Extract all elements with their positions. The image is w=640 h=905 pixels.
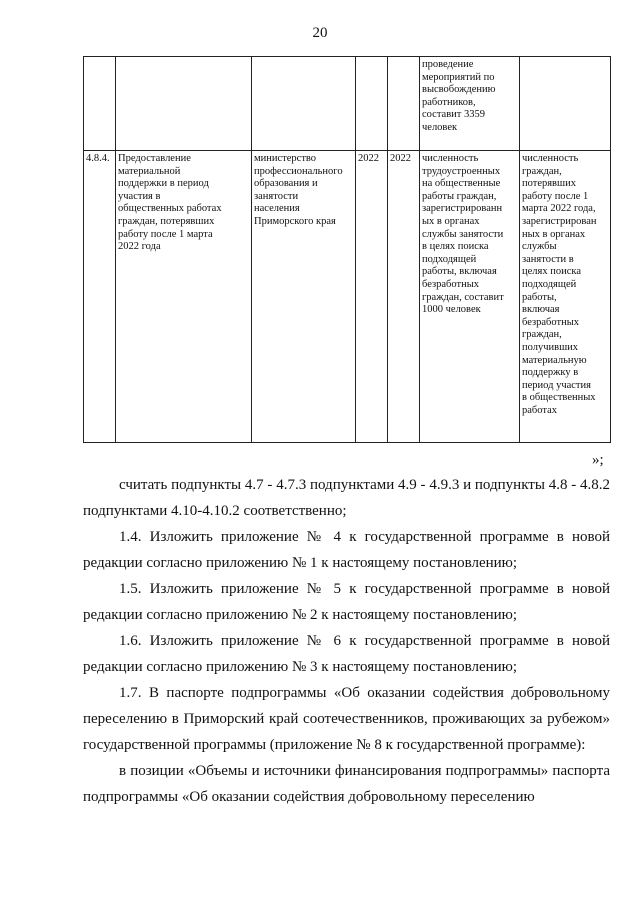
table-cell bbox=[388, 57, 420, 151]
measures-table bbox=[83, 56, 611, 443]
body-text bbox=[83, 472, 610, 810]
paragraph: считать подпункты 4.7 - 4.7.3 подпунктами 4.9 - 4.9.3 и подпункты 4.8 - 4.8.2 подпунктами 4.10-4.10.2 соответственно; bbox=[83, 477, 610, 519]
table-row bbox=[84, 57, 611, 151]
paragraph: в позиции «Объемы и источники финансирования подпрограммы» паспорта подпрограммы «Об оказании содействия добровольному переселению bbox=[83, 763, 610, 805]
paragraph: 1.4. Изложить приложение № 4 к государственной программе в новой редакции согласно приложению № 1 к настоящему постановлению; bbox=[83, 529, 610, 571]
row-number: 4.8.4. bbox=[84, 151, 116, 443]
measure-name: Предоставление материальной поддержки в период участия в общественных работах граждан, потерявших работу после 1 марта 2022 года bbox=[116, 151, 252, 443]
table-cell bbox=[520, 57, 611, 151]
paragraph: 1.7. В паспорте подпрограммы «Об оказании содействия добровольному переселению в Приморский край соотечественников, проживающих за рубежом» государственной программы (приложение № 8 к государственной программе): bbox=[83, 685, 610, 753]
paragraph: 1.6. Изложить приложение № 6 к государственной программе в новой редакции согласно приложению № 3 к настоящему постановлению; bbox=[83, 633, 610, 675]
table-row bbox=[84, 151, 611, 443]
table-cell bbox=[252, 57, 356, 151]
page-number: 20 bbox=[312, 25, 328, 41]
responsible-executor: министерство профессионального образования и занятости населения Приморского края bbox=[252, 151, 356, 443]
start-year: 2022 bbox=[356, 151, 388, 443]
indicator: численность граждан, потерявших работу после 1 марта 2022 года, зарегистрирован ных в органах службы занятости в целях поиска подходящей работы, включая безработных граждан, получивших материальную поддержку в период участия в общественных работах bbox=[520, 151, 611, 443]
table-cell: проведение мероприятий по высвобождению работников, составит 3359 человек bbox=[420, 57, 520, 151]
end-year: 2022 bbox=[388, 151, 420, 443]
closing-quote: »; bbox=[592, 452, 604, 468]
paragraph: 1.5. Изложить приложение № 5 к государственной программе в новой редакции согласно приложению № 2 к настоящему постановлению; bbox=[83, 581, 610, 623]
table-cell bbox=[116, 57, 252, 151]
expected-result: численность трудоустроенных на общественные работы граждан, зарегистрированн ых в органах службы занятости в целях поиска подходящей работы, включая безработных граждан, составит 1000 человек bbox=[420, 151, 520, 443]
table-cell bbox=[84, 57, 116, 151]
table-cell bbox=[356, 57, 388, 151]
